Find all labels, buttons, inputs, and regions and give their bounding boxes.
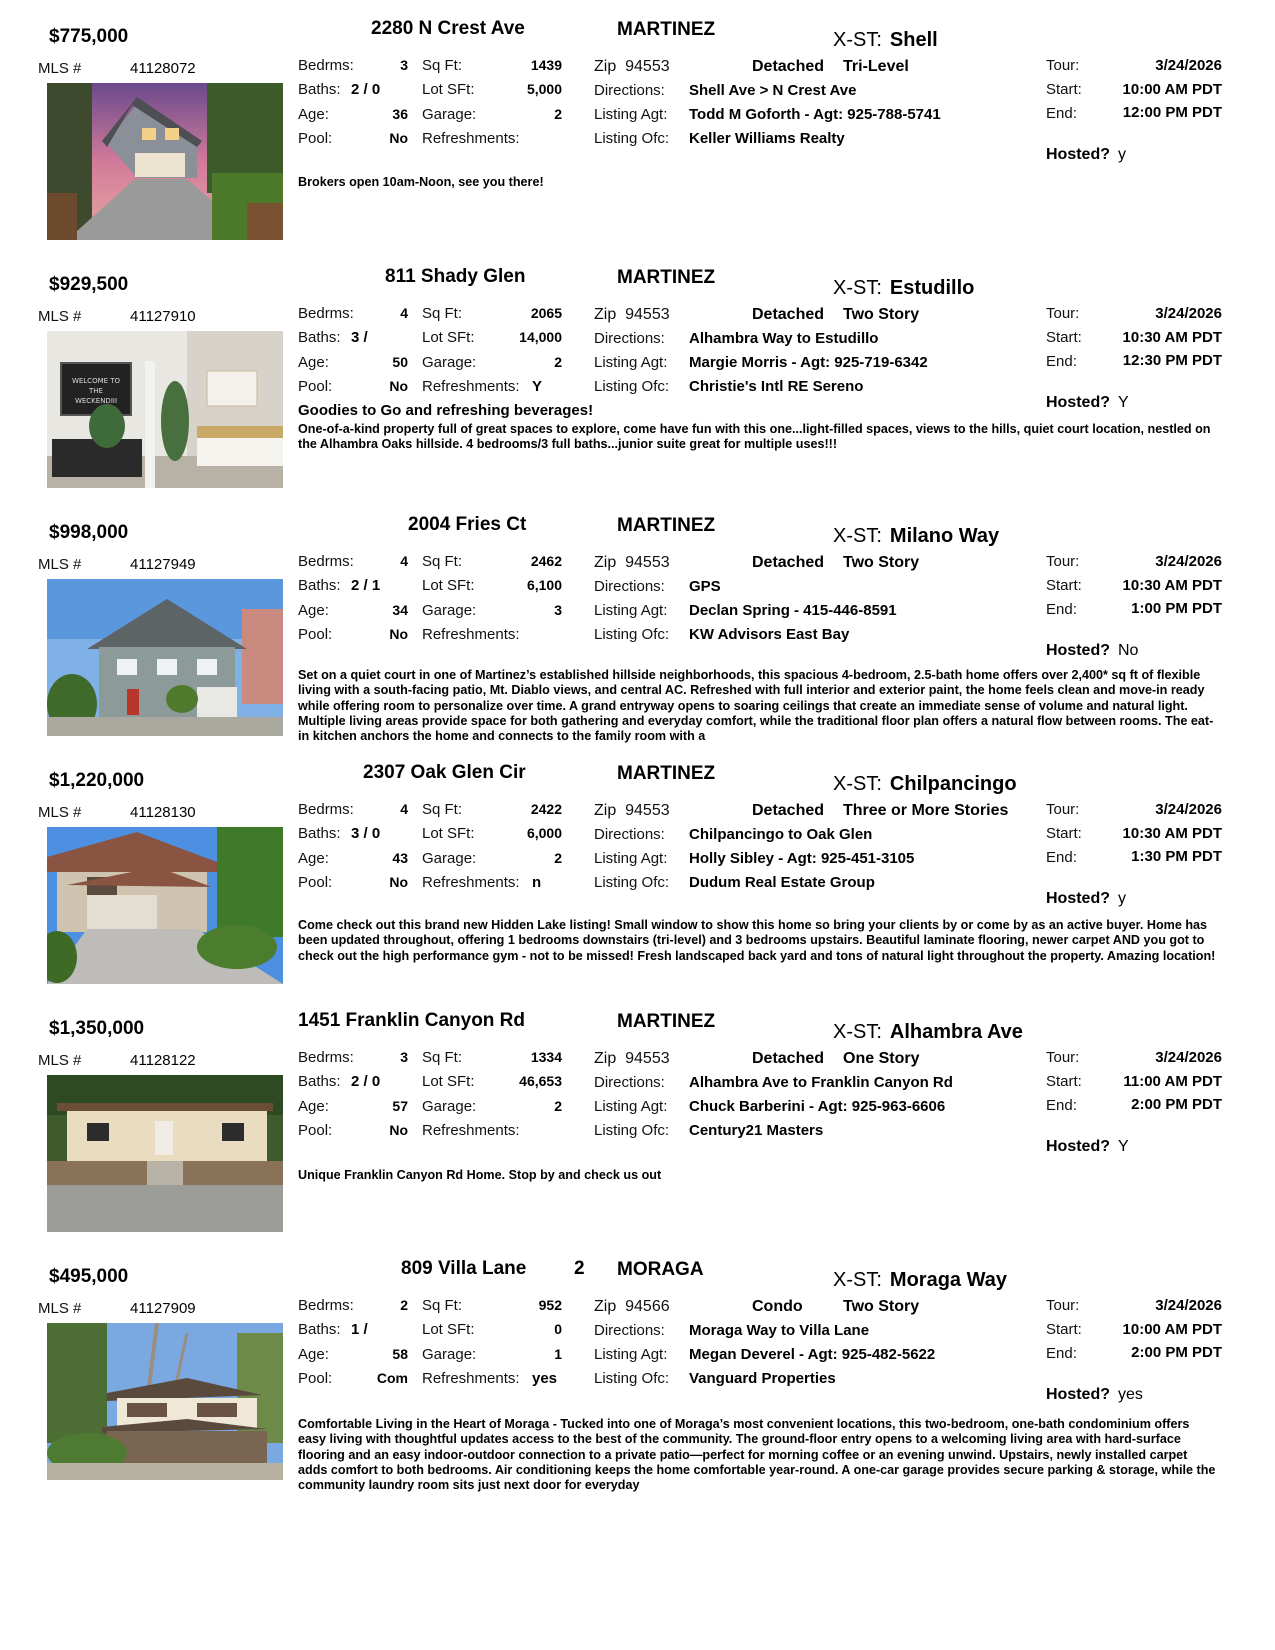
directions-label: Directions:	[594, 1074, 665, 1091]
garage-label: Garage:	[422, 106, 477, 123]
bedrooms-label: Bedrms:	[298, 553, 354, 570]
cross-street	[833, 773, 1017, 796]
condo-photo-image	[47, 1323, 283, 1480]
agent-value: Todd M Goforth - Agt: 925-788-5741	[689, 106, 941, 123]
start-time: 10:30 AM PDT	[1122, 577, 1222, 594]
agent-value: Margie Morris - Agt: 925-719-6342	[689, 354, 928, 371]
listing-remarks: Come check out this brand new Hidden Lake listing! Small window to show this home so bring your clients by or come by as an active buyer. Home has been updated throughout, offering 1 bedrooms downstairs (tri-level) and 3 bedrooms upstairs. Beautiful laminate flooring, newer carpet AND you got to check out the high performance gym - not to be missed! Fresh landscaped back yard and tons of natural light throughout the property. Amazing location!	[298, 918, 1216, 963]
bedrooms-label: Bedrms:	[298, 1049, 354, 1066]
cross-street	[833, 1269, 1007, 1292]
listing-address: 2280 N Crest Ave	[371, 18, 525, 39]
bedrooms-value: 4	[400, 305, 408, 321]
lot-value: 5,000	[526, 81, 562, 97]
baths-label: Baths:	[298, 81, 341, 98]
garage-value: 2	[554, 1098, 562, 1114]
garage-label: Garage:	[422, 354, 477, 371]
listing-card-41128130	[0, 758, 1275, 1018]
end-time: 1:30 PM PDT	[1131, 848, 1222, 865]
baths-value: 3 /	[351, 329, 368, 346]
zip-label	[594, 58, 670, 76]
listing-city: MARTINEZ	[617, 1011, 716, 1032]
tour-date: 3/24/2026	[1155, 305, 1222, 322]
goodies-note: Goodies to Go and refreshing beverages!	[298, 402, 594, 419]
hosted-label: Hosted?	[1046, 1386, 1110, 1403]
mls-label: MLS #	[38, 60, 82, 77]
baths-label: Baths:	[298, 1321, 341, 1338]
office-label: Listing Ofc:	[594, 130, 670, 147]
age-label: Age:	[298, 354, 329, 371]
agent-label: Listing Agt:	[594, 1346, 668, 1363]
tour-label: Tour:	[1046, 553, 1080, 570]
sqft-label: Sq Ft:	[422, 1049, 463, 1066]
bedrooms-label: Bedrms:	[298, 1297, 354, 1314]
cross-street-label: X-ST:	[833, 773, 882, 795]
svg-text:WELCOME TO: WELCOME TO	[71, 377, 121, 385]
cross-street-value: Estudillo	[889, 277, 975, 299]
listing-remarks: Set on a quiet court in one of Martinez’s established hillside neighborhoods, this spacious 4-bedroom, 2.5-bath home offers over 2,400* sq ft of flexible living with a south-facing patio, Mt. Diablo views, and central AC. Refreshed with full interior and exterior paint, the home feels clean and move-in ready while offering room to personalize over time. A grand entryway opens to soaring ceilings that create an immediate sense of volume and natural light. Multiple living areas provide space for both gathering and everyday comfort, while the traditional floor plan offers a natural flow between rooms. The eat-in kitchen anchors the home and connects to the family room with a	[298, 668, 1214, 744]
tour-date: 3/24/2026	[1155, 1049, 1222, 1066]
zip-value: 94553	[625, 58, 670, 75]
baths-value: 3 / 0	[351, 825, 381, 842]
mls-number: 41127909	[130, 1300, 196, 1317]
agent-label: Listing Agt:	[594, 106, 668, 123]
end-time: 12:30 PM PDT	[1122, 352, 1222, 369]
sqft-value: 1439	[530, 57, 562, 73]
start-label: Start:	[1046, 81, 1082, 98]
listing-card-41127909	[0, 1254, 1275, 1514]
end-time: 12:00 PM PDT	[1122, 104, 1222, 121]
baths-value: 2 / 0	[351, 81, 381, 98]
listing-price: $775,000	[49, 26, 129, 47]
agent-label: Listing Agt:	[594, 850, 668, 867]
listing-photo[interactable]	[47, 83, 283, 240]
bedrooms-label: Bedrms:	[298, 305, 354, 322]
mls-label: MLS #	[38, 308, 82, 325]
directions-label: Directions:	[594, 578, 665, 595]
house-photo-image	[47, 579, 283, 736]
age-label: Age:	[298, 1346, 329, 1363]
listing-city: MORAGA	[617, 1259, 704, 1280]
cross-street-value: Moraga Way	[889, 1269, 1007, 1291]
zip-label-text: Zip	[594, 58, 617, 75]
directions-label: Directions:	[594, 330, 665, 347]
sqft-value: 952	[538, 1297, 562, 1313]
agent-label: Listing Agt:	[594, 354, 668, 371]
property-style: Two Story	[843, 554, 920, 571]
listing-photo[interactable]	[47, 827, 283, 984]
svg-text:WECKENDIII: WECKENDIII	[74, 397, 118, 405]
zip-value: 94553	[625, 306, 670, 323]
directions-value: Alhambra Ave to Franklin Canyon Rd	[689, 1074, 953, 1091]
listing-remarks: Brokers open 10am-Noon, see you there!	[298, 175, 544, 189]
hosted-value: y	[1118, 890, 1126, 907]
listing-address: 809 Villa Lane	[401, 1258, 527, 1279]
hosted-label: Hosted?	[1046, 146, 1110, 163]
zip-label	[594, 802, 670, 820]
agent-value: Megan Deverel - Agt: 925-482-5622	[689, 1346, 936, 1363]
hosted	[1046, 642, 1138, 660]
baths-label: Baths:	[298, 329, 341, 346]
sqft-label: Sq Ft:	[422, 801, 463, 818]
zip-label	[594, 1298, 670, 1316]
listing-photo[interactable]	[47, 331, 283, 488]
property-type: Detached	[752, 1050, 825, 1067]
garage-value: 2	[554, 354, 562, 370]
refreshments-label: Refreshments:	[422, 378, 520, 395]
office-label: Listing Ofc:	[594, 378, 670, 395]
property-type: Detached	[752, 802, 825, 819]
office-value: Keller Williams Realty	[689, 130, 845, 147]
hosted-label: Hosted?	[1046, 1138, 1110, 1155]
listing-address: 2307 Oak Glen Cir	[363, 762, 526, 783]
house-photo-image	[47, 83, 283, 240]
property-style: Two Story	[843, 1298, 920, 1315]
lot-label: Lot SFt:	[422, 329, 475, 346]
refreshments-label: Refreshments:	[422, 874, 520, 891]
zip-label-text: Zip	[594, 306, 617, 323]
office-value: Century21 Masters	[689, 1122, 824, 1139]
hosted	[1046, 1386, 1143, 1404]
end-label: End:	[1046, 353, 1077, 370]
property-type: Detached	[752, 306, 825, 323]
mls-label: MLS #	[38, 1052, 82, 1069]
bedrooms-value: 3	[400, 1049, 408, 1065]
garage-value: 2	[554, 106, 562, 122]
refreshments-value: n	[532, 874, 542, 891]
pool-label: Pool:	[298, 130, 333, 147]
pool-label: Pool:	[298, 1122, 333, 1139]
bedrooms-label: Bedrms:	[298, 801, 354, 818]
refreshments-value: Y	[532, 378, 543, 395]
baths-value: 2 / 1	[351, 577, 381, 594]
cross-street-label: X-ST:	[833, 1021, 882, 1043]
hosted-label: Hosted?	[1046, 890, 1110, 907]
listing-city: MARTINEZ	[617, 515, 716, 536]
property-type: Detached	[752, 554, 825, 571]
house-photo-image	[47, 1075, 283, 1232]
cross-street-value: Alhambra Ave	[889, 1021, 1023, 1043]
end-label: End:	[1046, 1097, 1077, 1114]
directions-value: Moraga Way to Villa Lane	[689, 1322, 870, 1339]
mls-number: 41128122	[130, 1052, 196, 1069]
hosted-label: Hosted?	[1046, 642, 1110, 659]
tour-label: Tour:	[1046, 801, 1080, 818]
start-time: 10:30 AM PDT	[1122, 825, 1222, 842]
hosted	[1046, 146, 1126, 164]
office-label: Listing Ofc:	[594, 626, 670, 643]
pool-value: Com	[376, 1370, 408, 1386]
office-label: Listing Ofc:	[594, 1370, 670, 1387]
directions-value: Alhambra Way to Estudillo	[689, 330, 879, 347]
cross-street-label: X-ST:	[833, 277, 882, 299]
start-label: Start:	[1046, 1321, 1082, 1338]
sqft-label: Sq Ft:	[422, 553, 463, 570]
listing-unit: 2	[574, 1258, 585, 1279]
start-label: Start:	[1046, 329, 1082, 346]
directions-value: Shell Ave > N Crest Ave	[689, 82, 857, 99]
office-value: KW Advisors East Bay	[689, 626, 850, 643]
agent-value: Holly Sibley - Agt: 925-451-3105	[689, 850, 915, 867]
age-value: 50	[392, 354, 408, 370]
start-time: 10:00 AM PDT	[1122, 1321, 1222, 1338]
tour-date: 3/24/2026	[1155, 553, 1222, 570]
hosted-label: Hosted?	[1046, 394, 1110, 411]
start-time: 10:30 AM PDT	[1122, 329, 1222, 346]
sqft-label: Sq Ft:	[422, 1297, 463, 1314]
end-time: 2:00 PM PDT	[1131, 1344, 1222, 1361]
bedrooms-value: 3	[400, 57, 408, 73]
age-value: 57	[392, 1098, 408, 1114]
garage-label: Garage:	[422, 1098, 477, 1115]
zip-label	[594, 554, 670, 572]
property-style: Tri-Level	[843, 58, 909, 75]
lot-value: 0	[554, 1321, 562, 1337]
zip-label-text: Zip	[594, 1050, 617, 1067]
cross-street-value: Milano Way	[889, 525, 1000, 547]
listing-city: MARTINEZ	[617, 19, 716, 40]
sqft-value: 1334	[530, 1049, 562, 1065]
office-value: Christie's Intl RE Sereno	[689, 378, 864, 395]
zip-label-text: Zip	[594, 802, 617, 819]
lot-label: Lot SFt:	[422, 1073, 475, 1090]
lot-label: Lot SFt:	[422, 577, 475, 594]
tour-label: Tour:	[1046, 57, 1080, 74]
baths-value: 1 /	[351, 1321, 368, 1338]
sqft-value: 2422	[530, 801, 562, 817]
zip-label-text: Zip	[594, 1298, 617, 1315]
listing-card-41127949	[0, 510, 1275, 770]
end-time: 1:00 PM PDT	[1131, 600, 1222, 617]
start-label: Start:	[1046, 825, 1082, 842]
tour-label: Tour:	[1046, 305, 1080, 322]
garage-value: 3	[554, 602, 562, 618]
property-style: Three or More Stories	[843, 802, 1009, 819]
end-label: End:	[1046, 1345, 1077, 1362]
zip-label	[594, 306, 670, 324]
age-value: 34	[392, 602, 408, 618]
lot-value: 6,000	[526, 825, 562, 841]
listing-remarks: Comfortable Living in the Heart of Moraga - Tucked into one of Moraga’s most convenient locations, this two-bedroom, one-bath condominium offers easy living with thoughtful updates access to the best of the community. The ground-floor entry opens to a welcoming living area with hard-surface flooring and an easy indoor-outdoor connection to a private patio—perfect for morning coffee or an evening unwind. Upstairs, newly installed carpet adds comfort to both bedrooms. Air conditioning keeps the home comfortable year-round. A one-car garage provides secure parking & storage, while the community laundry room sits just next door for everyday	[298, 1417, 1216, 1493]
sqft-value: 2462	[530, 553, 562, 569]
pool-label: Pool:	[298, 626, 333, 643]
end-time: 2:00 PM PDT	[1131, 1096, 1222, 1113]
property-style: One Story	[843, 1050, 920, 1067]
hosted-value: Y	[1118, 1138, 1129, 1155]
age-value: 43	[392, 850, 408, 866]
sqft-label: Sq Ft:	[422, 305, 463, 322]
age-label: Age:	[298, 850, 329, 867]
listing-address: 811 Shady Glen	[385, 266, 526, 287]
mls-number: 41127949	[130, 556, 196, 573]
listing-price: $1,220,000	[49, 770, 145, 791]
garage-label: Garage:	[422, 602, 477, 619]
listing-remarks: One-of-a-kind property full of great spaces to explore, come have fun with this one...light-filled spaces, views to the hills, quiet court location, nestled on the Alhambra Oaks hillside. 4 bedrooms/3 full baths...junior suite great for multiple uses!!!	[298, 422, 1211, 452]
hosted-value: No	[1118, 642, 1139, 659]
mls-label: MLS #	[38, 556, 82, 573]
directions-label: Directions:	[594, 826, 665, 843]
tour-label: Tour:	[1046, 1297, 1080, 1314]
refreshments-label: Refreshments:	[422, 1370, 520, 1387]
pool-value: No	[389, 626, 408, 642]
listing-card-41128122	[0, 1006, 1275, 1266]
office-label: Listing Ofc:	[594, 874, 670, 891]
refreshments-label: Refreshments:	[422, 626, 520, 643]
garage-label: Garage:	[422, 850, 477, 867]
age-value: 36	[392, 106, 408, 122]
zip-value: 94553	[625, 802, 670, 819]
property-style: Two Story	[843, 306, 920, 323]
mls-number: 41128130	[130, 804, 196, 821]
bedrooms-value: 2	[400, 1297, 408, 1313]
listing-price: $929,500	[49, 274, 129, 295]
refreshments-label: Refreshments:	[422, 1122, 520, 1139]
age-label: Age:	[298, 1098, 329, 1115]
tour-date: 3/24/2026	[1155, 57, 1222, 74]
end-label: End:	[1046, 105, 1077, 122]
cross-street-label: X-ST:	[833, 525, 882, 547]
lot-value: 46,653	[519, 1073, 562, 1089]
cross-street-value: Shell	[889, 29, 938, 51]
listing-card-41128072	[0, 14, 1275, 274]
listing-price: $495,000	[49, 1266, 129, 1287]
pool-label: Pool:	[298, 874, 333, 891]
pool-value: No	[389, 1122, 408, 1138]
listing-remarks: Unique Franklin Canyon Rd Home. Stop by and check us out	[298, 1168, 662, 1182]
directions-value: Chilpancingo to Oak Glen	[689, 826, 873, 843]
directions-value: GPS	[689, 578, 721, 595]
tour-label: Tour:	[1046, 1049, 1080, 1066]
zip-value: 94553	[625, 1050, 670, 1067]
lot-label: Lot SFt:	[422, 825, 475, 842]
listing-card-41127910	[0, 262, 1275, 522]
cross-street	[833, 277, 974, 300]
interior-photo-image	[47, 331, 283, 488]
pool-label: Pool:	[298, 378, 333, 395]
tour-date: 3/24/2026	[1155, 801, 1222, 818]
lot-label: Lot SFt:	[422, 1321, 475, 1338]
bedrooms-label: Bedrms:	[298, 57, 354, 74]
hosted	[1046, 394, 1129, 412]
property-type: Detached	[752, 58, 825, 75]
listing-address: 1451 Franklin Canyon Rd	[298, 1010, 526, 1031]
age-label: Age:	[298, 602, 329, 619]
listing-photo[interactable]	[47, 1075, 283, 1232]
listing-city: MARTINEZ	[617, 763, 716, 784]
tour-date: 3/24/2026	[1155, 1297, 1222, 1314]
cross-street	[833, 525, 999, 548]
zip-value: 94566	[625, 1298, 670, 1315]
start-label: Start:	[1046, 577, 1082, 594]
house-photo-image	[47, 827, 283, 984]
cross-street	[833, 29, 938, 52]
zip-label	[594, 1050, 670, 1068]
bedrooms-value: 4	[400, 553, 408, 569]
listing-price: $998,000	[49, 522, 129, 543]
directions-label: Directions:	[594, 1322, 665, 1339]
pool-label: Pool:	[298, 1370, 333, 1387]
mls-number: 41128072	[130, 60, 196, 77]
garage-value: 2	[554, 850, 562, 866]
office-value: Vanguard Properties	[689, 1370, 836, 1387]
end-label: End:	[1046, 849, 1077, 866]
directions-label: Directions:	[594, 82, 665, 99]
listing-photo[interactable]	[47, 1323, 283, 1480]
cross-street-label: X-ST:	[833, 1269, 882, 1291]
agent-value: Declan Spring - 415-446-8591	[689, 602, 897, 619]
start-time: 10:00 AM PDT	[1122, 81, 1222, 98]
hosted-value: y	[1118, 146, 1126, 163]
start-label: Start:	[1046, 1073, 1082, 1090]
cross-street	[833, 1021, 1023, 1044]
lot-label: Lot SFt:	[422, 81, 475, 98]
listing-address: 2004 Fries Ct	[408, 514, 527, 535]
property-type: Condo	[752, 1298, 803, 1315]
office-value: Dudum Real Estate Group	[689, 874, 875, 891]
baths-label: Baths:	[298, 825, 341, 842]
hosted	[1046, 890, 1126, 908]
baths-label: Baths:	[298, 1073, 341, 1090]
age-label: Age:	[298, 106, 329, 123]
office-label: Listing Ofc:	[594, 1122, 670, 1139]
listing-city: MARTINEZ	[617, 267, 716, 288]
end-label: End:	[1046, 601, 1077, 618]
sqft-value: 2065	[530, 305, 562, 321]
garage-label: Garage:	[422, 1346, 477, 1363]
hosted	[1046, 1138, 1129, 1156]
pool-value: No	[389, 130, 408, 146]
lot-value: 6,100	[526, 577, 562, 593]
svg-text:THE: THE	[89, 387, 103, 395]
baths-label: Baths:	[298, 577, 341, 594]
agent-label: Listing Agt:	[594, 1098, 668, 1115]
baths-value: 2 / 0	[351, 1073, 381, 1090]
lot-value: 14,000	[519, 329, 562, 345]
zip-value: 94553	[625, 554, 670, 571]
mls-label: MLS #	[38, 1300, 82, 1317]
mls-label: MLS #	[38, 804, 82, 821]
refreshments-value: yes	[532, 1370, 558, 1387]
cross-street-value: Chilpancingo	[889, 773, 1017, 795]
pool-value: No	[389, 378, 408, 394]
mls-number: 41127910	[130, 308, 196, 325]
garage-value: 1	[554, 1346, 562, 1362]
age-value: 58	[392, 1346, 408, 1362]
sqft-label: Sq Ft:	[422, 57, 463, 74]
agent-label: Listing Agt:	[594, 602, 668, 619]
hosted-value: Y	[1118, 394, 1129, 411]
refreshments-label: Refreshments:	[422, 130, 520, 147]
cross-street-label: X-ST:	[833, 29, 882, 51]
pool-value: No	[389, 874, 408, 890]
agent-value: Chuck Barberini - Agt: 925-963-6606	[689, 1098, 946, 1115]
listing-price: $1,350,000	[49, 1018, 145, 1039]
bedrooms-value: 4	[400, 801, 408, 817]
listing-photo[interactable]	[47, 579, 283, 736]
zip-label-text: Zip	[594, 554, 617, 571]
start-time: 11:00 AM PDT	[1123, 1073, 1222, 1090]
hosted-value: yes	[1118, 1386, 1143, 1403]
